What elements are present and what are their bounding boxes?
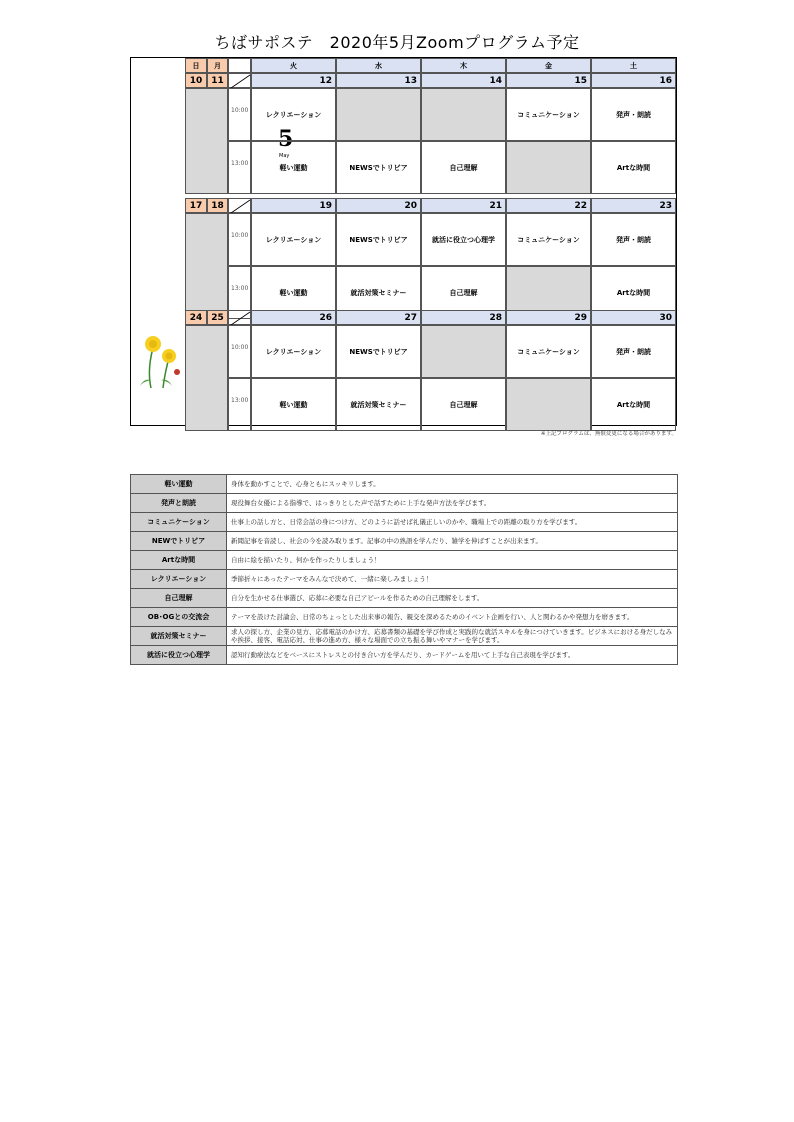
weekend-date: 25	[207, 310, 228, 325]
program-slot: 就活対策セミナー	[336, 378, 421, 431]
diagonal-cell	[228, 310, 251, 325]
legend-program-description: 認知行動療法などをベースにストレスとの付き合い方を学んだり、カードゲームを用いて上手な自己表現を学びます。	[227, 646, 678, 665]
date-number: 21	[421, 198, 506, 213]
legend-program-description: テーマを設けた討論会、日常のちょっとした出来事の報告、親交を深めるためのイベント企画を行い、人と関わるかや発想力を磨きます。	[227, 608, 678, 627]
empty-slot	[421, 88, 506, 141]
program-legend-table	[130, 474, 678, 665]
legend-row	[131, 513, 678, 532]
legend-row	[131, 646, 678, 665]
weekend-block	[185, 88, 228, 194]
date-number: 27	[336, 310, 421, 325]
date-number: 14	[421, 73, 506, 88]
program-slot: 自己理解	[421, 141, 506, 194]
program-slot: コミュニケーション	[506, 88, 591, 141]
date-number: 29	[506, 310, 591, 325]
time-label: 13:00	[228, 141, 251, 194]
program-slot: NEWSでトリビア	[336, 141, 421, 194]
weekend-date: 17	[185, 198, 207, 213]
schedule-note: ※上記プログラムは、無償変更になる場合があります。	[540, 431, 677, 437]
program-slot: 軽い運動	[251, 141, 336, 194]
date-number: 16	[591, 73, 676, 88]
date-number: 15	[506, 73, 591, 88]
month-number: 5	[278, 126, 294, 152]
header-sunday: 日	[185, 58, 207, 73]
legend-program-name: 発声と朗読	[131, 494, 227, 513]
program-slot: 自己理解	[421, 266, 506, 319]
program-slot: Artな時間	[591, 378, 676, 431]
weekend-date: 11	[207, 73, 228, 88]
legend-row	[131, 475, 678, 494]
program-slot: レクリエーション	[251, 213, 336, 266]
legend-row	[131, 627, 678, 646]
program-slot: NEWSでトリビア	[336, 325, 421, 378]
legend-program-description: 自由に絵を描いたり、何かを作ったりしましょう！	[227, 551, 678, 570]
legend-row	[131, 494, 678, 513]
empty-slot	[336, 88, 421, 141]
program-slot: NEWSでトリビア	[336, 213, 421, 266]
program-slot: 就活対策セミナー	[336, 266, 421, 319]
diagonal-cell	[228, 198, 251, 213]
legend-program-description: 求人の探し方、企業の見方、応募電話のかけ方、応募書類の基礎を学び作成と実践的な就活スキルを身につけていきます。ビジネスにおける身だしなみや挨拶、接客、電話応対、仕事の進め方、様々な場面での立ち振る舞いやマナーを学びます。	[227, 627, 678, 646]
weekend-block	[185, 325, 228, 431]
header-day: 水	[336, 58, 421, 73]
legend-program-description: 現役舞台女優による指導で、はっきりとした声で話すために上手な発声方法を学びます。	[227, 494, 678, 513]
date-number: 12	[251, 73, 336, 88]
header-day: 木	[421, 58, 506, 73]
legend-program-description: 季節折々にあったテーマをみんなで決めて、一緒に楽しみましょう！	[227, 570, 678, 589]
legend-program-name: NEWでトリビア	[131, 532, 227, 551]
legend-program-name: 就活に役立つ心理学	[131, 646, 227, 665]
legend-program-name: 軽い運動	[131, 475, 227, 494]
program-slot: 発声・朗読	[591, 325, 676, 378]
program-slot: レクリエーション	[251, 325, 336, 378]
header-monday: 月	[207, 58, 228, 73]
date-number: 23	[591, 198, 676, 213]
program-slot: 発声・朗読	[591, 213, 676, 266]
time-label: 13:00	[228, 378, 251, 431]
legend-program-name: 自己理解	[131, 589, 227, 608]
program-slot: 発声・朗読	[591, 88, 676, 141]
header-day: 土	[591, 58, 676, 73]
header-blank	[228, 58, 251, 73]
header-day: 金	[506, 58, 591, 73]
program-slot: コミュニケーション	[506, 325, 591, 378]
program-slot: 自己理解	[421, 378, 506, 431]
legend-row	[131, 589, 678, 608]
date-number: 20	[336, 198, 421, 213]
diagonal-cell	[228, 73, 251, 88]
program-slot: Artな時間	[591, 266, 676, 319]
legend-program-name: コミュニケーション	[131, 513, 227, 532]
legend-program-description: 身体を動かすことで、心身ともにスッキリします。	[227, 475, 678, 494]
program-slot: コミュニケーション	[506, 213, 591, 266]
legend-program-name: Artな時間	[131, 551, 227, 570]
date-number: 22	[506, 198, 591, 213]
weekend-date: 10	[185, 73, 207, 88]
schedule-calendar	[130, 57, 677, 426]
weekend-block	[185, 213, 228, 319]
program-slot: 就活に役立つ心理学	[421, 213, 506, 266]
page-title: ちばサポステ 2020年5月Zoomプログラム予定	[214, 33, 580, 52]
legend-program-name: 就活対策セミナー	[131, 627, 227, 646]
time-label: 10:00	[228, 88, 251, 141]
program-slot: 軽い運動	[251, 378, 336, 431]
program-slot: レクリエーション	[251, 88, 336, 141]
legend-row	[131, 532, 678, 551]
weekend-date: 18	[207, 198, 228, 213]
legend-program-name: レクリエーション	[131, 570, 227, 589]
time-label: 10:00	[228, 325, 251, 378]
legend-program-description: 仕事上の話し方と、日常会話の身につけ方、どのように話せば礼儀正しいのかや、職場上での距離の取り方を学びます。	[227, 513, 678, 532]
date-number: 13	[336, 73, 421, 88]
legend-row	[131, 608, 678, 627]
month-label: May	[279, 153, 290, 159]
date-number: 30	[591, 310, 676, 325]
legend-program-name: OB･OGとの交流会	[131, 608, 227, 627]
legend-row	[131, 570, 678, 589]
empty-slot	[506, 378, 591, 431]
legend-program-description: 自分を生かせる仕事選び、応募に必要な自己アピールを作るための自己理解をします。	[227, 589, 678, 608]
time-label: 13:00	[228, 266, 251, 319]
empty-slot	[506, 141, 591, 194]
legend-program-description: 新聞記事を音読し、社会の今を読み取ります。記事の中の熟語を学んだり、雑学を伸ばすことが出来ます。	[227, 532, 678, 551]
legend-row	[131, 551, 678, 570]
program-slot: 軽い運動	[251, 266, 336, 319]
date-number: 28	[421, 310, 506, 325]
empty-slot	[421, 325, 506, 378]
program-slot: Artな時間	[591, 141, 676, 194]
header-day: 火	[251, 58, 336, 73]
time-label: 10:00	[228, 213, 251, 266]
date-number: 19	[251, 198, 336, 213]
date-number: 26	[251, 310, 336, 325]
dandelion-illustration	[133, 330, 183, 390]
weekend-date: 24	[185, 310, 207, 325]
